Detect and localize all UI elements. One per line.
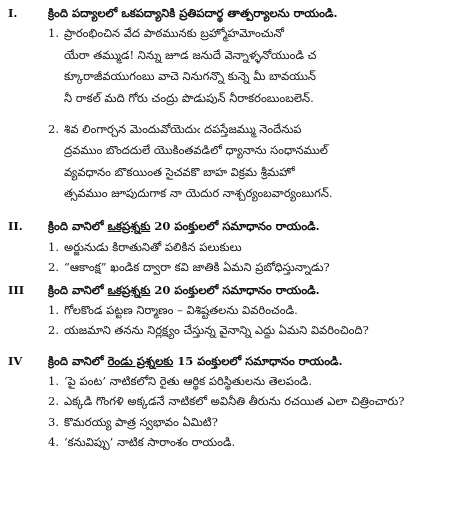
question-text: గోలకొండ పట్టణ నిర్మాణం – విశిష్టతలను వివరించండి.: [64, 302, 298, 317]
question-text: “ఆకాంక్ష” ఖండిక ద్వారా కవి జాతికి ఏమని ప్రబోధిస్తున్నాడు?: [64, 260, 330, 275]
section-heading: [48, 354, 458, 368]
section-2: [8, 219, 458, 233]
item-number: 4.: [48, 435, 59, 450]
poem-item: [8, 122, 458, 208]
poem-text: [64, 26, 458, 112]
poem-line: శివ లింగార్చన మెందువోయెదుఁ దపస్తేజమ్ము నెందేనుప: [64, 121, 302, 136]
item-number: 2.: [48, 121, 59, 136]
section-number: II.: [8, 219, 23, 234]
poem-line: త్సవముం జూపుదుగాక నా యెదుర నాశ్చర్యంబవార్యంబుగన్.: [64, 186, 333, 200]
question-item: [8, 240, 458, 254]
question-item: [8, 415, 458, 429]
item-number: 1.: [48, 302, 59, 317]
section-number: I.: [8, 6, 18, 20]
section-3: [8, 283, 458, 297]
heading-part: 20 పంక్తులలో సమాధానం రాయండి.: [150, 282, 320, 297]
item-number: 1.: [48, 239, 59, 254]
question-item: [8, 260, 458, 274]
question-text: ఎక్కడి గొంగళి అక్కడనే నాటికలో అవినీతి తీరును రచయిత ఎలా చిత్రించారు?: [64, 394, 405, 409]
heading-part: 15 పంక్తులలో సమాధానం రాయండి.: [173, 353, 343, 368]
poem-text: [64, 122, 458, 208]
question-text: ‘పై పంట’ నాటికలోని రైతు ఆర్థిక పరిస్థితులను తెలపండి.: [64, 374, 312, 388]
poem-line: ద్రవముం బొందదులే యొకింతవడిలో ధ్యానాను సంధానముల్: [64, 143, 328, 158]
heading-part: క్రింది వానిలో: [48, 282, 108, 297]
section-heading: క్రింది పద్యాలలో ఒకపద్యానికి ప్రతిపదార్థ తాత్పర్యాలను రాయండి.: [48, 6, 338, 20]
poem-line: ప్రారంభించిన వేద పాఠమునకు బ్రహ్మోహమోంచునో: [64, 26, 284, 41]
item-number: 3.: [48, 414, 59, 429]
section-number: IV: [8, 353, 23, 368]
heading-part: 20 పంక్తులలో సమాధానం రాయండి.: [150, 219, 320, 234]
poem-line: క్కూరాజీవయుగంబు వాచె నినుగన్నొ కున్నె మీ బావయున్: [64, 69, 317, 84]
section-heading: [48, 219, 458, 233]
item-number: 1.: [48, 26, 59, 41]
question-item: [8, 394, 458, 408]
heading-underlined: రెండు ప్రశ్నలకు: [107, 353, 174, 368]
poem-line: వ్యవధానం బొకయింత సైచవకొ బాహ విక్రమ శ్రీమహో: [64, 164, 295, 179]
question-text: యజమాని తనను నిర్లక్ష్యం చేస్తున్న వైనాన్ని ఎద్దు ఏమని వివరించింది?: [64, 323, 369, 338]
question-text: అర్జునుడు కిరాతునితో పలికిన పలుకులు: [64, 239, 242, 254]
heading-underlined: ఒకప్రశ్నకు: [107, 219, 151, 234]
item-number: 2.: [48, 260, 59, 275]
question-item: [8, 435, 458, 449]
poem-line: నీ రాకల్ మది గోరు చంద్రు పొడుపున్ నీరాకరంబుంబలెన్.: [64, 90, 314, 105]
heading-part: క్రింది వానిలో: [48, 353, 108, 368]
item-number: 2.: [48, 394, 59, 409]
question-item: [8, 303, 458, 317]
item-number: 2.: [48, 323, 59, 338]
question-item: [8, 374, 458, 388]
heading-part: క్రింది వానిలో: [48, 219, 108, 234]
question-text: కొమరయ్య పాత్ర స్వభావం ఏమిటి?: [64, 414, 218, 429]
question-text: ‘కనువిప్పు’ నాటిక సారాంశం రాయండి.: [64, 435, 236, 450]
poem-line: యేరా తమ్ముడ! నిన్ను జూడ జనుదే వెన్నాళ్ళనోయుండి చ: [64, 47, 317, 62]
section-number: III: [8, 282, 25, 297]
section-heading: [48, 283, 458, 297]
poem-item: [8, 26, 458, 112]
item-number: 1.: [48, 374, 59, 388]
question-item: [8, 323, 458, 337]
heading-underlined: ఒకప్రశ్నకు: [107, 282, 151, 297]
section-1: [8, 6, 458, 20]
section-4: [8, 354, 458, 368]
